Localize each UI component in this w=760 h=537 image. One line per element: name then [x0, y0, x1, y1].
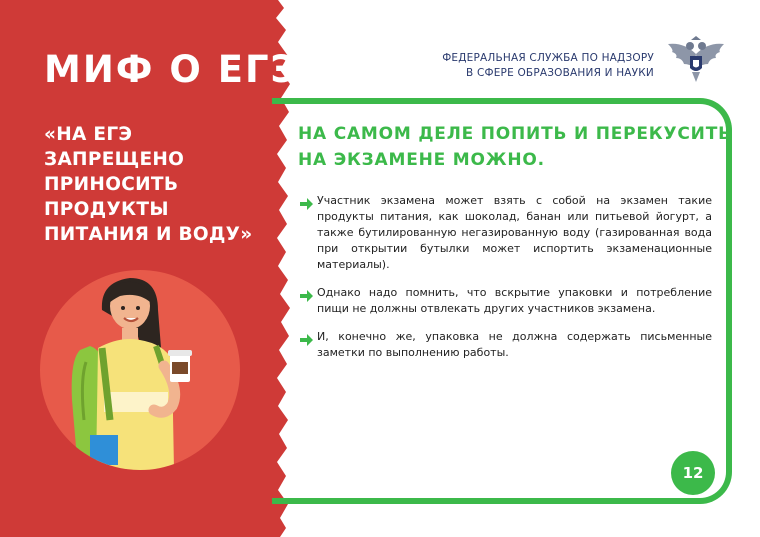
page-number-badge: 12: [671, 451, 715, 495]
fact-item: [300, 193, 712, 273]
double-headed-eagle-icon: [664, 34, 728, 86]
fact-headline-line1: НА САМОМ ДЕЛЕ ПОПИТЬ И ПЕРЕКУСИТЬ: [298, 124, 732, 144]
myth-title: МИФ О ЕГЭ: [44, 48, 300, 91]
fact-item-text: Однако надо помнить, что вскрытие упаковки и потребление пищи не должны отвлекать других участников экзамена.: [317, 286, 712, 315]
organization-name: [442, 51, 654, 81]
fact-headline-line2: НА ЭКЗАМЕНЕ МОЖНО.: [298, 150, 545, 170]
student-illustration: [40, 270, 240, 470]
green-arrow-icon: [300, 331, 315, 350]
fact-item: [300, 285, 712, 317]
fact-item-text: Участник экзамена может взять с собой на экзамен такие продукты питания, как шоколад, банан или питьевой йогурт, а также бутилированную негазированную воду (газированная вода при открытии бутылки может испортить экзаменационные материалы).: [317, 194, 712, 271]
fact-item-text: И, конечно же, упаковка не должна содержать письменные заметки по выполнению работы.: [317, 330, 712, 359]
green-arrow-icon: [300, 195, 315, 214]
green-arrow-icon: [300, 287, 315, 306]
organization-name-line2: В СФЕРЕ ОБРАЗОВАНИЯ И НАУКИ: [466, 67, 654, 79]
myth-quote: «НА ЕГЭ ЗАПРЕЩЕНО ПРИНОСИТЬ ПРОДУКТЫ ПИТАНИЯ И ВОДУ»: [44, 124, 253, 245]
fact-headline: [298, 121, 732, 173]
organization-name-line1: ФЕДЕРАЛЬНАЯ СЛУЖБА ПО НАДЗОРУ: [442, 52, 654, 64]
fact-list: [300, 193, 712, 373]
fact-item: [300, 329, 712, 361]
